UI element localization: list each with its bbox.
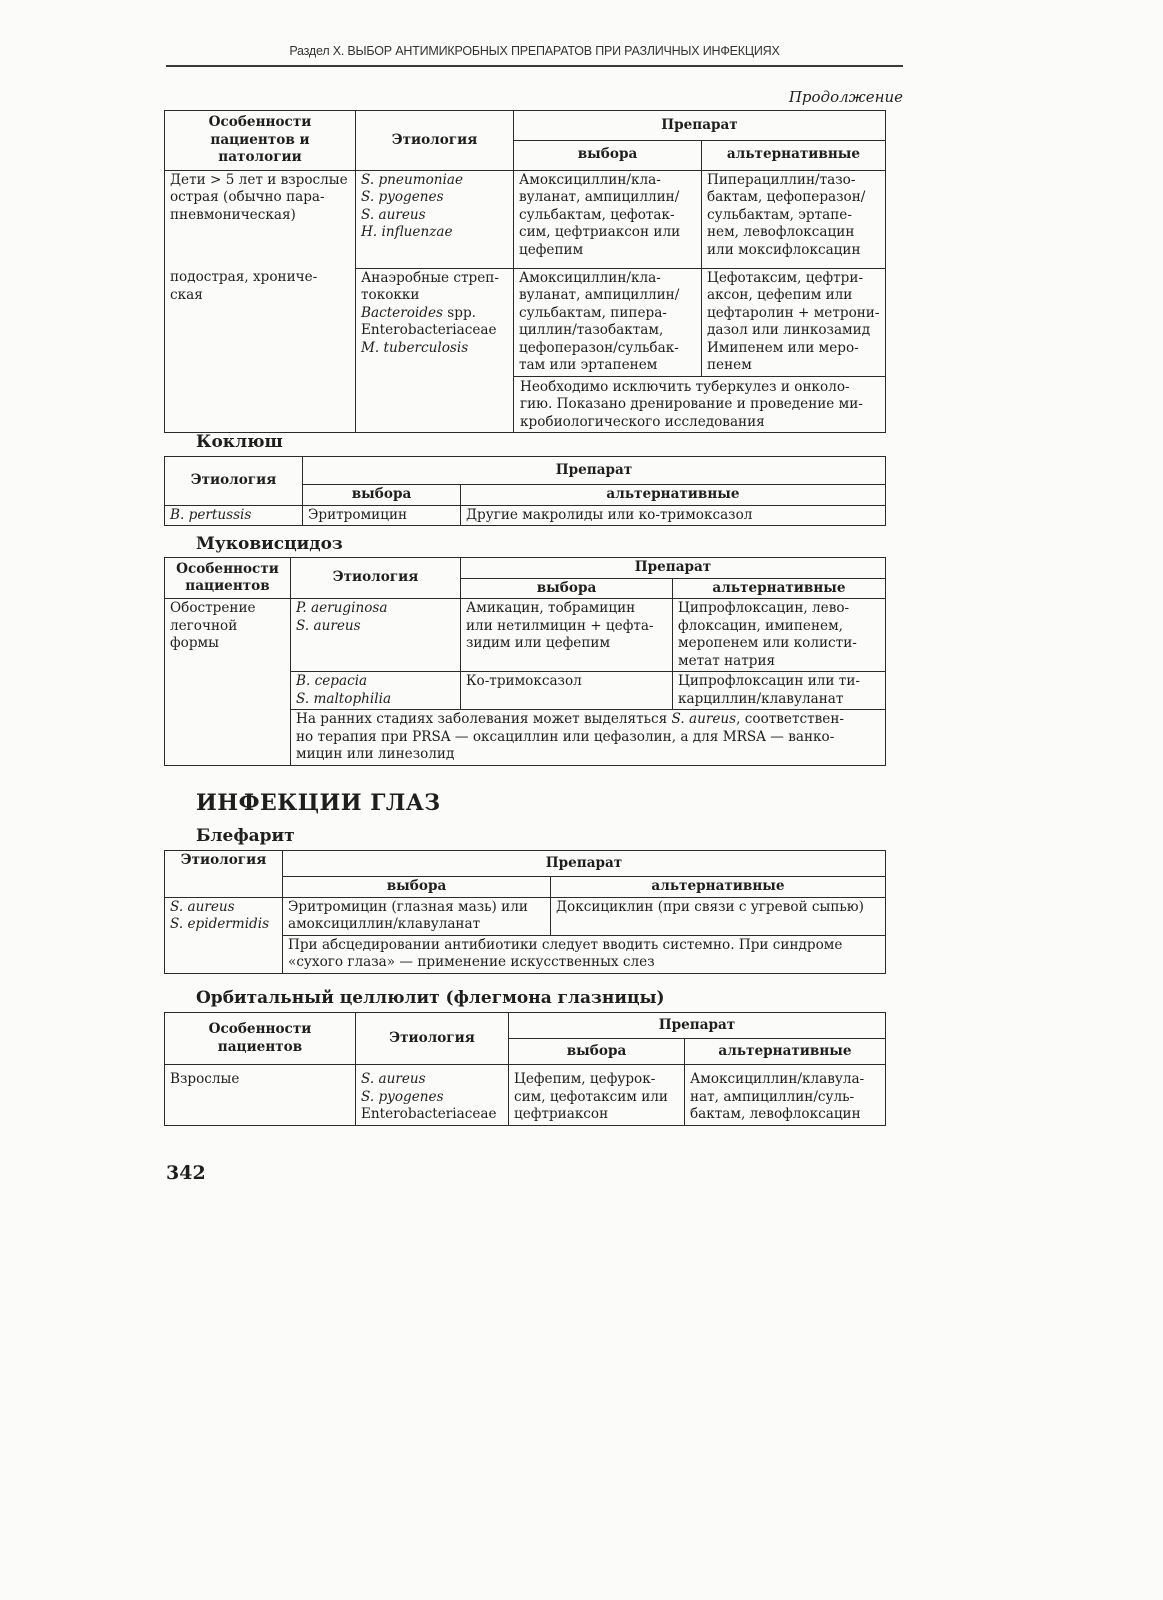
etiology-cell: S. pneumoniae S. pyogenes S. aureus H. influenzae (356, 170, 514, 268)
patients-cell: Обострение легочной формы (165, 599, 291, 766)
alternative-cell: Доксициклин (при связи с угревой сыпью) (551, 897, 886, 935)
etiology-cell: S. aureus S. epidermidis (165, 897, 283, 973)
header-alternative: альтернативные (551, 877, 886, 898)
header-etiology: Этиология (165, 851, 283, 898)
header-drug: Препарат (303, 457, 886, 485)
note-cell: При абсцедировании антибиотики следует вводить системно. При синдроме «сухого глаза» — применение искусственных слез (283, 935, 886, 973)
choice-cell: Цефепим, цефурок- сим, цефотаксим или цефтриаксон (509, 1065, 685, 1126)
patients-cell: Взрослые (165, 1065, 356, 1126)
section-title-cystic-fibrosis: Муковисцидоз (196, 534, 343, 554)
running-head: Раздел X. ВЫБОР АНТИМИКРОБНЫХ ПРЕПАРАТОВ ПРИ РАЗЛИЧНЫХ ИНФЕКЦИЯХ (289, 44, 780, 58)
header-patients: Особенности пациентов (165, 558, 291, 599)
alternative-cell: Амоксициллин/клавула- нат, ампициллин/суль- бактам, левофлоксацин (685, 1065, 886, 1126)
continuation-label: Продолжение (788, 88, 903, 106)
choice-cell: Ко-тримоксазол (461, 672, 673, 710)
choice-cell: Амоксициллин/кла- вуланат, ампициллин/ сульбактам, цефотак- сим, цефтриаксон или цефепим (514, 170, 702, 268)
alternative-cell: Пиперациллин/тазо- бактам, цефоперазон/ сульбактам, эртапе- нем, левофлоксацин или моксифлоксацин (702, 170, 886, 268)
header-etiology: Этиология (356, 111, 514, 171)
choice-cell: Амикацин, тобрамицин или нетилмицин + цефта- зидим или цефепим (461, 599, 673, 672)
alternative-cell: Другие макролиды или ко-тримоксазол (461, 505, 886, 526)
header-choice: выбора (514, 140, 702, 170)
header-patients: Особенности пациентов и патологии (165, 111, 356, 171)
etiology-cell: P. aeruginosa S. aureus (291, 599, 461, 672)
empyema-table (164, 110, 886, 433)
chapter-title-eye-infections: ИНФЕКЦИИ ГЛАЗ (196, 790, 441, 816)
note-cell: Необходимо исключить туберкулез и онколо- гию. Показано дренирование и проведение ми- кробиологического исследования (514, 376, 886, 433)
header-patients: Особенности пациентов (165, 1013, 356, 1065)
alternative-cell: Ципрофлоксацин или ти- карциллин/клавуланат (673, 672, 886, 710)
etiology-cell: B. pertussis (165, 505, 303, 526)
patients-cell: подострая, хрониче- ская (165, 268, 356, 433)
note-cell: На ранних стадиях заболевания может выделяться S. aureus, соответствен- но терапия при PRSA — оксациллин или цефазолин, а для MRSA — ванко- мицин или линезолид (291, 710, 886, 766)
alternative-cell: Цефотаксим, цефтри- аксон, цефепим или цефтаролин + метрони- дазол или линкозамид Имипенем или меро- пенем (702, 268, 886, 376)
header-drug: Препарат (514, 111, 886, 141)
header-rule (166, 65, 903, 67)
alternative-cell: Ципрофлоксацин, лево- флоксацин, имипенем, меропенем или колисти- метат натрия (673, 599, 886, 672)
header-choice: выбора (303, 485, 461, 506)
section-title-pertussis: Коклюш (196, 432, 283, 452)
header-drug: Препарат (509, 1013, 886, 1039)
header-alternative: альтернативные (685, 1039, 886, 1065)
section-title-orbital-cellulitis: Орбитальный целлюлит (флегмона глазницы) (196, 988, 665, 1008)
page-number: 342 (166, 1162, 206, 1184)
choice-cell: Амоксициллин/кла- вуланат, ампициллин/ сульбактам, пипера- циллин/тазобактам, цефоперазон/сульбак- там или эртапенем (514, 268, 702, 376)
etiology-cell: B. cepacia S. maltophilia (291, 672, 461, 710)
header-etiology: Этиология (165, 457, 303, 506)
header-choice: выбора (283, 877, 551, 898)
header-drug: Препарат (461, 558, 886, 579)
etiology-cell: Анаэробные стреп- тококки Bacteroides spp. Enterobacteriaceae M. tuberculosis (356, 268, 514, 433)
header-alternative: альтернативные (673, 578, 886, 599)
section-title-blepharitis: Блефарит (196, 826, 295, 846)
header-etiology: Этиология (291, 558, 461, 599)
header-alternative: альтернативные (461, 485, 886, 506)
cystic-fibrosis-table (164, 557, 886, 766)
choice-cell: Эритромицин (303, 505, 461, 526)
patients-cell: Дети > 5 лет и взрослые острая (обычно пара- пневмоническая) (165, 170, 356, 268)
header-choice: выбора (509, 1039, 685, 1065)
choice-cell: Эритромицин (глазная мазь) или амоксициллин/клавуланат (283, 897, 551, 935)
pertussis-table (164, 456, 886, 526)
header-choice: выбора (461, 578, 673, 599)
header-drug: Препарат (283, 851, 886, 877)
header-alternative: альтернативные (702, 140, 886, 170)
etiology-cell: S. aureus S. pyogenes Enterobacteriaceae (356, 1065, 509, 1126)
orbital-cellulitis-table (164, 1012, 886, 1126)
header-etiology: Этиология (356, 1013, 509, 1065)
blepharitis-table (164, 850, 886, 974)
